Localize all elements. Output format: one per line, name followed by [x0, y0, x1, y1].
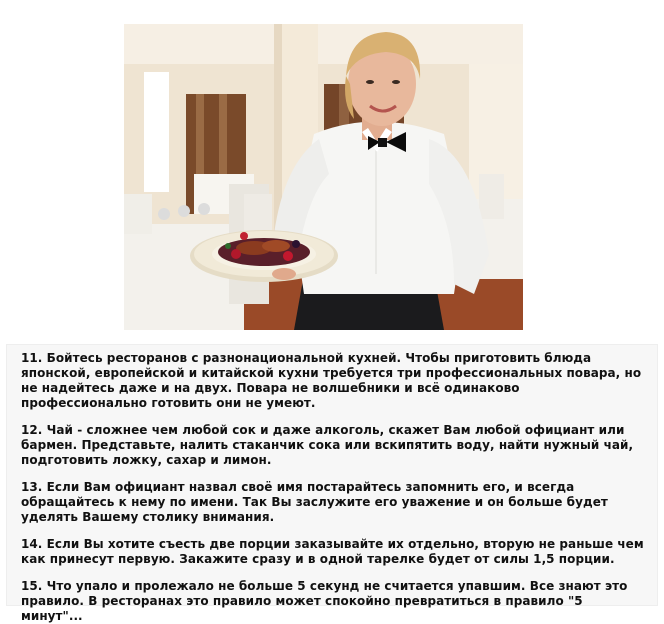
- tip-item-11: 11. Бойтесь ресторанов с разнонациональной кухней. Чтобы приготовить блюда японской, европейской и китайской кухни требуется три профессиональных повара, но не надейтесь даже и на двух. Повара не волшебники и всё одинаково профессионально готовить они не умеют.: [21, 351, 642, 410]
- tip-item-12: 12. Чай - сложнее чем любой сок и даже алкоголь, скажет Вам любой официант или бармен. Представьте, налить стаканчик сока или вскипятить воду, найти нужный чай, подготовить ложку, сахар и лимон.: [21, 423, 634, 467]
- waitress-photo: [124, 24, 523, 330]
- tip-item-13: 13. Если Вам официант назвал своё имя постарайтесь запомнить его, и всегда обращайтесь к нему по имени. Так Вы заслужите его уважение и он больше будет уделять Вашему столику внимания.: [21, 480, 608, 524]
- tips-list: [6, 344, 658, 623]
- tip-item-15: 15. Что упало и пролежало не больше 5 секунд не считается упавшим. Все знают это правило. В ресторанах это правило может спокойно превратиться в правило "5 минут"...: [21, 579, 628, 623]
- tip-item-14: 14. Если Вы хотите съесть две порции заказывайте их отдельно, вторую не раньше чем как принесут первую. Закажите сразу и в одной тарелке будет от силы 1,5 порции.: [21, 537, 644, 566]
- restaurant-scene-illustration: [124, 24, 523, 330]
